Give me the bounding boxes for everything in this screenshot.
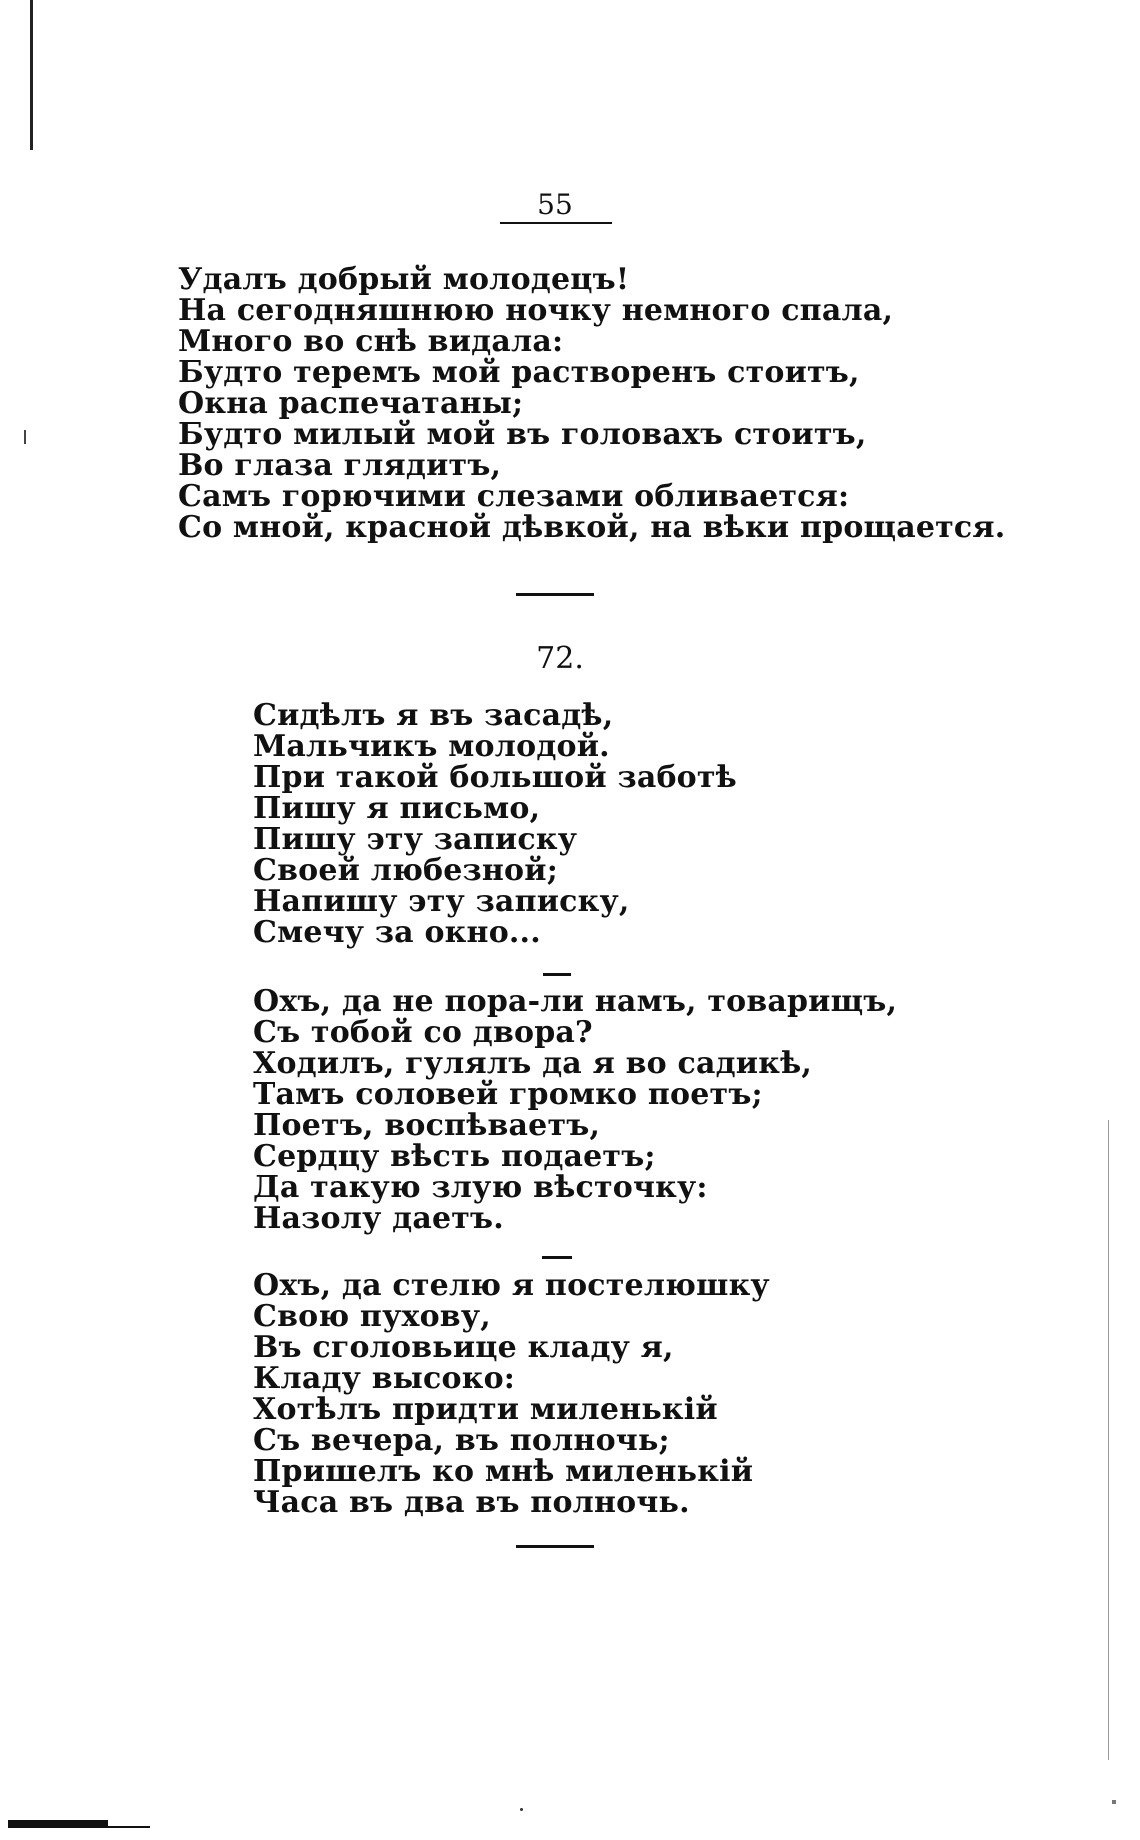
stanza-divider bbox=[543, 973, 571, 976]
verse-line: Пишу я письмо, bbox=[253, 791, 541, 826]
page-number: 55 bbox=[537, 188, 573, 221]
stanza-2 bbox=[253, 986, 897, 1234]
verse-line: Самъ горючими слезами обливается: bbox=[178, 479, 850, 514]
verse-line: Будто милый мой въ головахъ стоитъ, bbox=[178, 417, 867, 452]
verse-line: Въ сголовьице кладу я, bbox=[253, 1330, 674, 1365]
verse-line: При такой большой заботѣ bbox=[253, 760, 737, 795]
page-edge-line bbox=[1108, 1120, 1109, 1760]
verse-line: Съ вечера, въ полночь; bbox=[253, 1423, 670, 1458]
verse-line: Свою пухову, bbox=[253, 1299, 491, 1334]
scan-speck bbox=[1112, 1800, 1116, 1804]
verse-line: На сегодняшнюю ночку немного спала, bbox=[178, 293, 894, 328]
verse-line: Много во снѣ видала: bbox=[178, 324, 564, 359]
verse-line: Часа въ два въ полночь. bbox=[253, 1485, 690, 1520]
scan-edge-bar bbox=[8, 1820, 108, 1828]
verse-line: Сердцу вѣсть подаетъ; bbox=[253, 1139, 656, 1174]
end-divider bbox=[516, 1545, 594, 1548]
verse-line: Мальчикъ молодой. bbox=[253, 729, 610, 764]
poem-number: 72. bbox=[536, 641, 584, 676]
verse-line: Сидѣлъ я въ засадѣ, bbox=[253, 698, 614, 733]
verse-line: Удалъ добрый молодецъ! bbox=[178, 262, 630, 297]
page-number-underline bbox=[500, 222, 612, 224]
verse-line: Да такую злую вѣсточку: bbox=[253, 1170, 708, 1205]
scan-edge-tail bbox=[108, 1826, 150, 1828]
verse-line: Во глаза глядитъ, bbox=[178, 448, 502, 483]
verse-line: Смечу за окно... bbox=[253, 915, 541, 950]
verse-line: Съ тобой со двора? bbox=[253, 1015, 593, 1050]
verse-line: Со мной, красной дѣвкой, на вѣки прощается. bbox=[178, 510, 1006, 545]
stanza-continued bbox=[178, 264, 1005, 543]
verse-line: Пишу эту записку bbox=[253, 822, 578, 857]
verse-line: Будто теремъ мой растворенъ стоитъ, bbox=[178, 355, 860, 390]
verse-line: Охъ, да не пора-ли намъ, товарищъ, bbox=[253, 984, 898, 1019]
verse-line: Хотѣлъ придти миленькій bbox=[253, 1392, 718, 1427]
binding-edge-mark bbox=[30, 0, 33, 150]
verse-line: Поетъ, воспѣваетъ, bbox=[253, 1108, 601, 1143]
verse-line: Кладу высоко: bbox=[253, 1361, 516, 1396]
verse-line: Тамъ соловей громко поетъ; bbox=[253, 1077, 763, 1112]
stanza-3 bbox=[253, 1270, 770, 1518]
verse-line: Своей любезной; bbox=[253, 853, 558, 888]
verse-line: Ходилъ, гулялъ да я во садикѣ, bbox=[253, 1046, 813, 1081]
scan-speck bbox=[520, 1808, 523, 1811]
verse-line: Пришелъ ко мнѣ миленькій bbox=[253, 1454, 754, 1489]
verse-line: Окна распечатаны; bbox=[178, 386, 524, 421]
section-divider bbox=[516, 593, 594, 596]
stanza-1 bbox=[253, 700, 737, 948]
verse-line: Напишу эту записку, bbox=[253, 884, 630, 919]
verse-line: Назолу даетъ. bbox=[253, 1201, 504, 1236]
verse-line: Охъ, да стелю я постелюшку bbox=[253, 1268, 770, 1303]
binding-edge-mark-small bbox=[24, 430, 26, 444]
stanza-divider bbox=[542, 1256, 572, 1259]
